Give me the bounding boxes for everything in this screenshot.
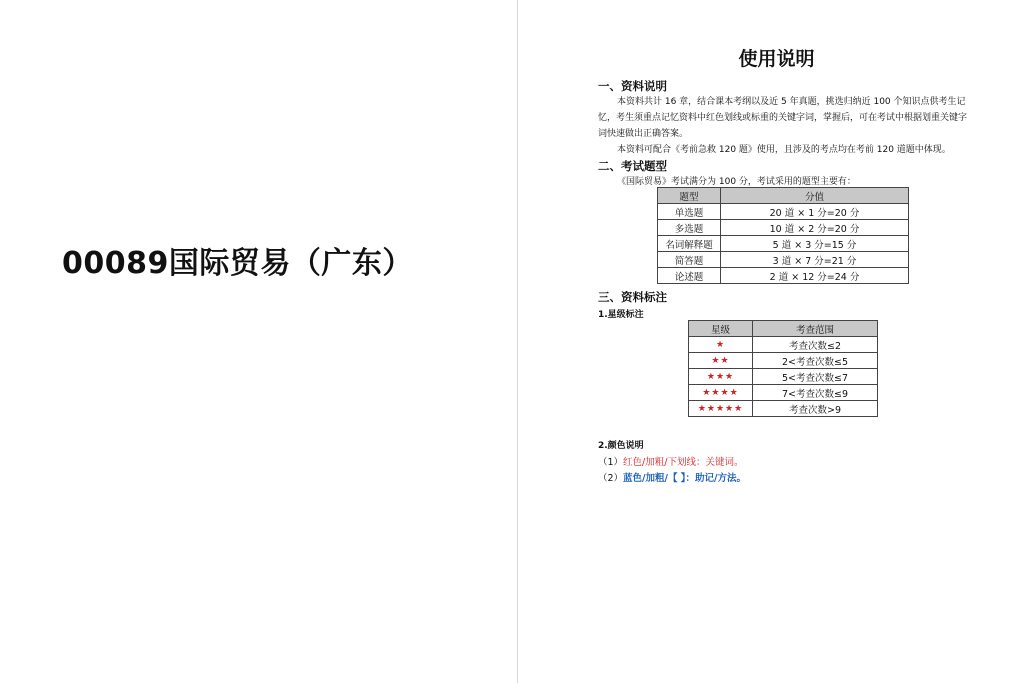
table-row (689, 337, 878, 353)
right-page (518, 0, 1035, 683)
section2-intro: 《国际贸易》考试满分为 100 分，考试采用的题型主要有： (617, 177, 856, 187)
table-row (689, 369, 878, 385)
table-row (658, 204, 909, 220)
table-header-row (689, 321, 878, 337)
table-header-cell: 分值 (721, 188, 909, 204)
color-note-red (598, 454, 743, 468)
table-cell: 考查次数>9 (753, 401, 878, 417)
table-header-cell: 题型 (658, 188, 721, 204)
cover-title: 00089国际贸易（广东） (62, 246, 413, 281)
table-cell: 3 道 × 7 分=21 分 (721, 252, 909, 268)
table-row (658, 268, 909, 284)
section3-heading: 三、资料标注 (598, 290, 667, 304)
table-cell: 论述题 (658, 268, 721, 284)
question-type-table (657, 187, 909, 284)
table-cell: 20 道 × 1 分=20 分 (721, 204, 909, 220)
blue-mnemonic-note: 蓝色/加粗/【 】：助记/方法。 (623, 473, 747, 484)
color-note-blue (598, 470, 746, 484)
color-legend-subheading: 2.颜色说明 (598, 441, 644, 451)
red-keyword-note: 红色/加粗/下划线：关键词。 (623, 457, 744, 468)
table-cell: 10 道 × 2 分=20 分 (721, 220, 909, 236)
section2-heading: 二、考试题型 (598, 159, 667, 173)
star-rating-icon: ★★ (689, 353, 753, 369)
star-rating-table (688, 320, 878, 417)
section1-paragraph1: 本资料共计 16 章，结合课本考纲以及近 5 年真题，挑选归纳近 100 个知识点供考生记忆，考生须重点记忆资料中红色划线或标重的关键字词，掌握后，可在考试中根据划重关键字词快速做出正确答案。 (598, 97, 968, 139)
table-cell: 2<考查次数≤5 (753, 353, 878, 369)
star-rating-icon: ★★★★ (689, 385, 753, 401)
table-row (658, 220, 909, 236)
section1-heading: 一、资料说明 (598, 79, 667, 93)
section1-paragraph2: 本资料可配合《考前急救 120 题》使用，且涉及的考点均在考前 120 道题中体现。 (617, 145, 951, 155)
star-rating-icon: ★★★★★ (689, 401, 753, 417)
table-header-row (658, 188, 909, 204)
table-row (689, 401, 878, 417)
table-row (689, 385, 878, 401)
star-rating-icon: ★ (689, 337, 753, 353)
table-cell: 2 道 × 12 分=24 分 (721, 268, 909, 284)
star-rating-subheading: 1.星级标注 (598, 310, 644, 320)
table-header-cell: 考查范围 (753, 321, 878, 337)
note-number: （1） (598, 457, 624, 468)
table-cell: 简答题 (658, 252, 721, 268)
table-row (689, 353, 878, 369)
table-cell: 7<考查次数≤9 (753, 385, 878, 401)
star-rating-icon: ★★★ (689, 369, 753, 385)
left-page (0, 0, 517, 683)
table-cell: 名词解释题 (658, 236, 721, 252)
table-cell: 多选题 (658, 220, 721, 236)
table-cell: 5 道 × 3 分=15 分 (721, 236, 909, 252)
table-row (658, 236, 909, 252)
table-header-cell: 星级 (689, 321, 753, 337)
table-cell: 考查次数≤2 (753, 337, 878, 353)
table-cell: 5<考查次数≤7 (753, 369, 878, 385)
doc-title: 使用说明 (738, 48, 815, 70)
note-number: （2） (598, 473, 624, 484)
table-row (658, 252, 909, 268)
table-cell: 单选题 (658, 204, 721, 220)
